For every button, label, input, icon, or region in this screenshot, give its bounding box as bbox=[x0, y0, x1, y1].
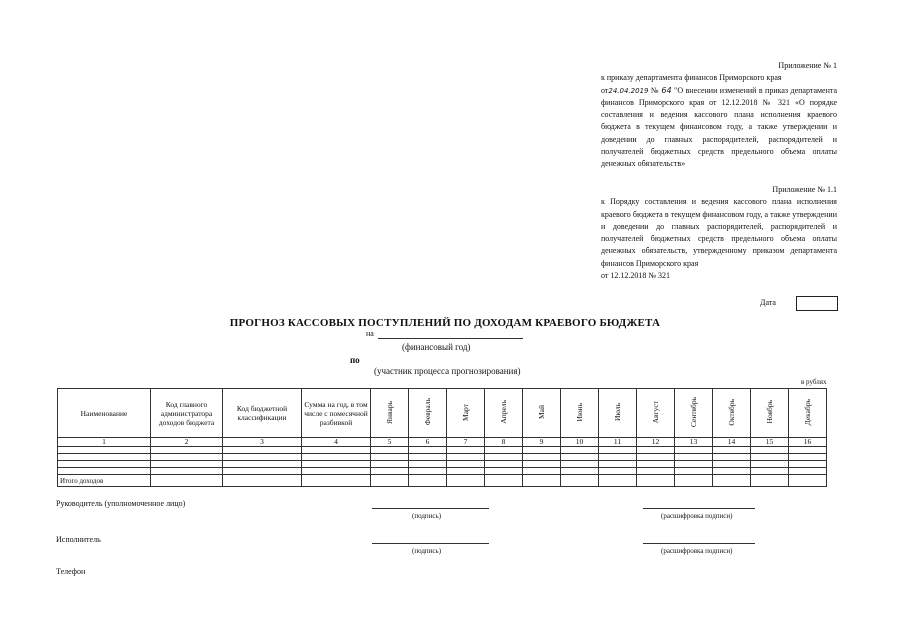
header-annual-sum: Сумма на год, в том числе с помесячной разбивкой bbox=[302, 389, 371, 438]
column-number: 6 bbox=[409, 438, 447, 447]
financial-year-line[interactable] bbox=[378, 338, 523, 339]
na-label: на bbox=[366, 329, 374, 338]
participant-caption: (участник процесса прогнозирования) bbox=[374, 366, 521, 376]
column-number: 14 bbox=[713, 438, 751, 447]
date-field[interactable] bbox=[796, 296, 838, 311]
column-number: 3 bbox=[223, 438, 302, 447]
table-row[interactable] bbox=[58, 447, 827, 454]
column-number: 2 bbox=[151, 438, 223, 447]
header-month: Январь bbox=[371, 389, 409, 438]
total-label: Итого доходов bbox=[58, 475, 151, 487]
executor-label: Исполнитель bbox=[56, 535, 101, 544]
header-month: Сентябрь bbox=[675, 389, 713, 438]
document-title: ПРОГНОЗ КАССОВЫХ ПОСТУПЛЕНИЙ ПО ДОХОДАМ КРАЕВОГО БЮДЖЕТА bbox=[229, 317, 661, 329]
header-month: Май bbox=[523, 389, 561, 438]
table-row[interactable] bbox=[58, 468, 827, 475]
column-number: 9 bbox=[523, 438, 561, 447]
appendix-1-line1: к приказу департамента финансов Приморского края bbox=[601, 73, 782, 83]
column-number: 5 bbox=[371, 438, 409, 447]
date-label: Дата bbox=[760, 298, 776, 307]
appendix-1-block bbox=[601, 60, 837, 171]
column-number: 7 bbox=[447, 438, 485, 447]
appendix-1-1-title: Приложение № 1.1 bbox=[772, 185, 837, 194]
appendix-1-title: Приложение № 1 bbox=[778, 61, 837, 70]
header-admin-code: Код главного администратора доходов бюджета bbox=[151, 389, 223, 438]
units-label: в рублях bbox=[801, 378, 827, 386]
appendix-1-1-date: от 12.12.2018 № 321 bbox=[601, 271, 671, 281]
executor-transcript-line[interactable] bbox=[643, 543, 755, 544]
column-number-row bbox=[58, 438, 827, 447]
forecast-table bbox=[57, 388, 827, 487]
head-transcript-line[interactable] bbox=[643, 508, 755, 509]
column-number: 16 bbox=[789, 438, 827, 447]
head-signature-caption: (подпись) bbox=[412, 512, 442, 520]
header-month: Декабрь bbox=[789, 389, 827, 438]
header-month: Март bbox=[447, 389, 485, 438]
header-month: Ноябрь bbox=[751, 389, 789, 438]
handwritten-number: 64 bbox=[661, 85, 672, 95]
table-row[interactable] bbox=[58, 461, 827, 468]
header-classification-code: Код бюджетной классификации bbox=[223, 389, 302, 438]
appendix-1-1-body: к Порядку составления и ведения кассового плана исполнения краевого бюджета в текущем финансовом году, а также утверждении и доведении до главных распорядителей, распорядителей и получателей бюджетных средств предельного объема оплаты денежных обязательств, утвержденному приказом департамента финансов Приморского края bbox=[601, 197, 837, 268]
financial-year-caption: (финансовый год) bbox=[402, 342, 471, 352]
column-number: 12 bbox=[637, 438, 675, 447]
header-name: Наименование bbox=[58, 389, 151, 438]
column-number: 8 bbox=[485, 438, 523, 447]
head-signature-line[interactable] bbox=[372, 508, 489, 509]
table-row[interactable] bbox=[58, 454, 827, 461]
phone-label: Телефон bbox=[56, 567, 86, 576]
column-number: 4 bbox=[302, 438, 371, 447]
column-number: 11 bbox=[599, 438, 637, 447]
header-month: Февраль bbox=[409, 389, 447, 438]
executor-transcript-caption: (расшифровка подписи) bbox=[661, 547, 733, 555]
header-month: Август bbox=[637, 389, 675, 438]
header-month: Апрель bbox=[485, 389, 523, 438]
column-number: 10 bbox=[561, 438, 599, 447]
header-month: Июнь bbox=[561, 389, 599, 438]
head-transcript-caption: (расшифровка подписи) bbox=[661, 512, 733, 520]
executor-signature-line[interactable] bbox=[372, 543, 489, 544]
header-month: Октябрь bbox=[713, 389, 751, 438]
head-label: Руководитель (уполномоченное лицо) bbox=[56, 499, 186, 508]
table-header-row bbox=[58, 389, 827, 438]
header-month: Июль bbox=[599, 389, 637, 438]
column-number: 13 bbox=[675, 438, 713, 447]
column-number: 15 bbox=[751, 438, 789, 447]
appendix-1-1-block bbox=[601, 184, 837, 282]
executor-signature-caption: (подпись) bbox=[412, 547, 442, 555]
po-label: по bbox=[350, 355, 360, 365]
total-row bbox=[58, 475, 827, 487]
appendix-1-body: от24.04.2019 № 64 "О внесении изменений в приказ департамента финансов Приморского края от 12.12.2018 № 321 «О порядке составления и ведения кассового плана исполнения краевого бюджета в текущем финансовом году, а также утверждении и доведении до главных распорядителей, распорядителей и получателей бюджетных средств предельного объема оплаты денежных обязательств» bbox=[601, 85, 838, 169]
column-number: 1 bbox=[58, 438, 151, 447]
handwritten-date: 24.04.2019 bbox=[608, 86, 649, 95]
